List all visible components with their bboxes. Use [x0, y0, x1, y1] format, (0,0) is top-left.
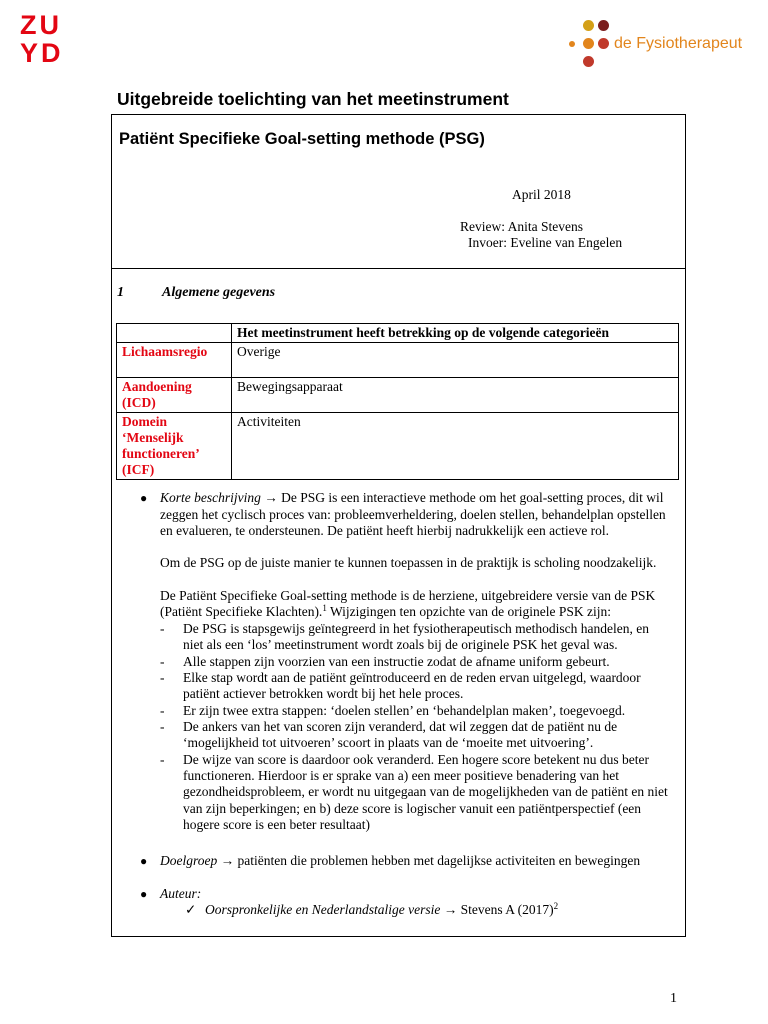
logo-dot: [583, 38, 594, 49]
logo-dot: [583, 20, 594, 31]
auteur-line: [205, 902, 558, 918]
page-number: 1: [670, 991, 677, 1006]
herziene-line-2: [160, 604, 611, 620]
footnote-ref: 1: [322, 603, 327, 613]
table-row: [117, 343, 679, 378]
table-header-empty: [117, 324, 232, 343]
auteur-text: Stevens A (2017): [457, 902, 554, 917]
logo-dot: [569, 41, 575, 47]
doelgroep-line: [160, 853, 640, 869]
auteur-label: [160, 886, 201, 902]
list-item-cont: gezondheidsprobleem, er wordt nu uitgegaan van de mogelijkheden van de patiënt en niet: [183, 784, 668, 799]
dash-icon: -: [160, 719, 165, 734]
row-label: Aandoening (ICD): [117, 378, 232, 413]
table-header-row: [117, 324, 679, 343]
doelgroep-text: patiënten die problemen hebben met dagelijkse activiteiten en bewegingen: [234, 853, 641, 868]
document-heading: Uitgebreide toelichting van het meetinstrument: [117, 89, 509, 109]
herziene-text: (Patiënt Specifieke Klachten).: [160, 604, 323, 619]
korte-line-1: [160, 490, 664, 506]
table-row: [117, 413, 679, 480]
zuyd-logo: [20, 12, 72, 68]
footnote-ref: 2: [553, 901, 559, 911]
list-item-cont: niet als een ‘los’ meetinstrument wordt zoals bij de originele PSK het geval was.: [183, 637, 618, 652]
auteur-label-text: Auteur:: [160, 886, 202, 901]
section-title: Algemene gegevens: [162, 285, 276, 300]
auteur-sub-label: Oorspronkelijke en Nederlandstalige versie: [205, 902, 441, 917]
dash-icon: -: [160, 654, 165, 669]
date: April 2018: [512, 187, 571, 202]
check-icon: ✓: [185, 902, 197, 917]
table-header: Het meetinstrument heeft betrekking op de volgende categorieën: [232, 324, 679, 343]
list-item-cont: ‘mogelijkheid tot uitvoeren’ scoort in plaats van de ‘moeite met uitvoering’.: [183, 735, 594, 750]
list-item: Elke stap wordt aan de patiënt geïntroduceerd en de reden ervan uitgelegd, waardoor: [183, 670, 641, 685]
fysiotherapeut-logo: [566, 18, 756, 74]
korte-line-3: en evalueren, te ondersteunen. De patiënt heeft hierbij nadrukkelijk een actieve rol.: [160, 523, 610, 538]
logo-text: de Fysiotherapeut: [614, 35, 743, 52]
row-value: Overige: [232, 343, 679, 378]
list-item-cont: van zijn beperkingen; en b) deze score is logischer vanuit een patiëntperspectief (een: [183, 801, 642, 816]
instrument-title: Patiënt Specifieke Goal-setting methode (PSG): [119, 130, 485, 148]
logo-dot: [583, 56, 594, 67]
frame-divider: [111, 268, 686, 269]
row-value: Bewegingsapparaat: [232, 378, 679, 413]
bullet-icon: ●: [140, 491, 148, 505]
korte-text: De PSG is een interactieve methode om het goal-setting proces, dit wil: [277, 490, 664, 505]
logo-dot: [598, 38, 609, 49]
logo-dot: [598, 20, 609, 31]
doelgroep-label: Doelgroep: [160, 853, 218, 868]
list-item-cont: patiënt actiever betrokken wordt bij het hele proces.: [183, 686, 464, 701]
herziene-line-1: De Patiënt Specifieke Goal-setting methode is de herziene, uitgebreidere versie van de PSK: [160, 588, 656, 603]
list-item: Alle stappen zijn voorzien van een instructie zodat de afname uniform gebeurt.: [183, 654, 610, 669]
zuyd-logo-line-2: YD: [20, 38, 64, 68]
list-item: De PSG is stapsgewijs geïntegreerd in het fysiotherapeutisch methodisch handelen, en: [183, 621, 650, 636]
section-number: 1: [117, 285, 124, 300]
arrow-icon: →: [220, 853, 235, 868]
dash-icon: -: [160, 621, 165, 636]
dash-icon: -: [160, 703, 165, 718]
dash-icon: -: [160, 752, 165, 767]
invoer: Invoer: Eveline van Engelen: [468, 235, 623, 250]
category-table: [116, 323, 679, 480]
list-item-cont: functioneren. Hierdoor is er sprake van a) een meer positieve benadering van het: [183, 768, 619, 783]
review: Review: Anita Stevens: [460, 219, 583, 234]
dash-icon: -: [160, 670, 165, 685]
korte-line-2: zeggen het cyclisch proces van: probleemverheldering, doelen stellen, behandelplan opstellen: [160, 507, 666, 522]
list-item: Er zijn twee extra stappen: ‘doelen stellen’ en ‘behandelplan maken’, toegevoegd.: [183, 703, 626, 718]
list-item: De ankers van het van scoren zijn veranderd, dat wil zeggen dat de patiënt nu de: [183, 719, 618, 734]
row-label: Domein ‘Menselijk functioneren’ (ICF): [117, 413, 232, 480]
section-heading: [117, 285, 275, 301]
scholing-text: Om de PSG op de juiste manier te kunnen toepassen in de praktijk is scholing noodzakelijk.: [160, 555, 657, 570]
row-value: Activiteiten: [232, 413, 679, 480]
arrow-icon: →: [443, 902, 458, 917]
bullet-icon: ●: [140, 887, 148, 901]
arrow-icon: →: [264, 490, 278, 505]
table-row: [117, 378, 679, 413]
bullet-icon: ●: [140, 854, 148, 868]
zuyd-logo-line-1: ZU: [20, 10, 62, 40]
row-label: Lichaamsregio: [117, 343, 232, 378]
list-item: De wijze van score is daardoor ook veranderd. Een hogere score betekent nu dus beter: [183, 752, 649, 767]
korte-label: Korte beschrijving: [160, 490, 261, 505]
herziene-text-cont: Wijzigingen ten opzichte van de originele PSK zijn:: [326, 604, 611, 619]
list-item-cont: hogere score is een beter resultaat): [183, 817, 371, 832]
